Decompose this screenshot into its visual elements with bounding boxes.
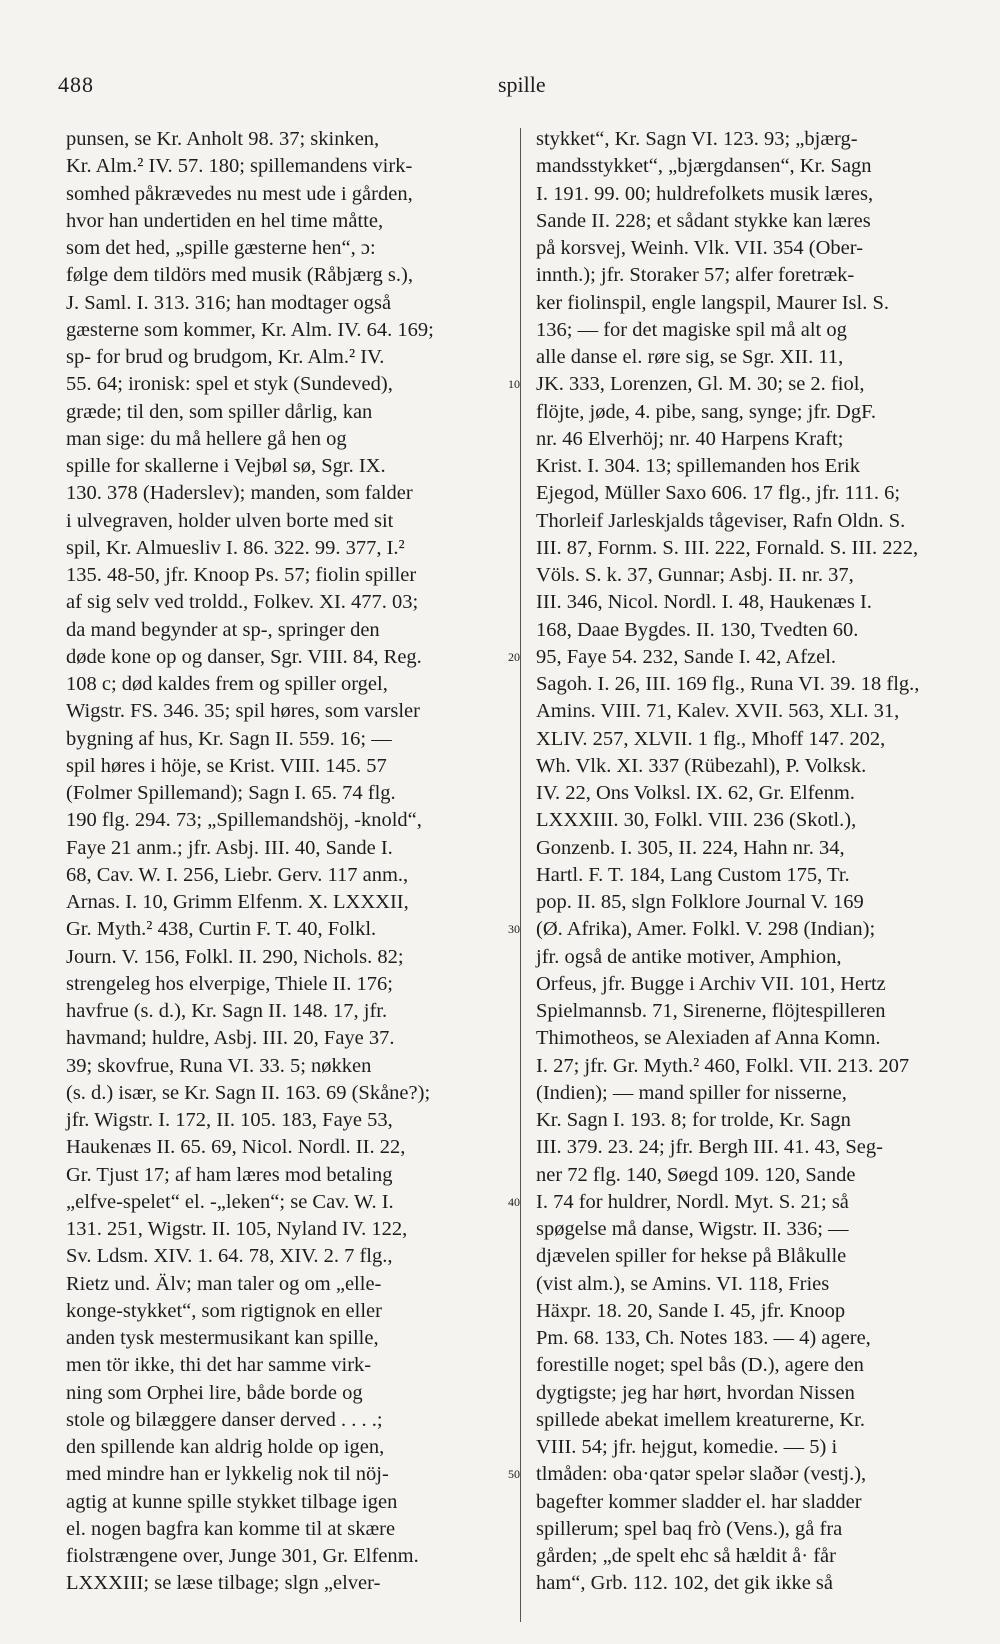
right-column-line: stykket“, Kr. Sagn VI. 123. 93; „bjærg-	[536, 128, 858, 150]
right-column-line: djævelen spiller for hekse på Blåkulle	[536, 1245, 847, 1268]
left-column-line: jfr. Wigstr. I. 172, II. 105. 183, Faye 53,	[66, 1109, 393, 1131]
right-column-line: 136; — for det magiske spil må alt og	[536, 318, 847, 341]
left-column-line: „elfve-spelet“ el. -„leken“; se Cav. W. I.	[66, 1190, 394, 1213]
margin-line-number: 10	[508, 377, 520, 392]
right-column-line: (vist alm.), se Amins. VI. 118, Fries	[536, 1272, 830, 1295]
right-column-line: spøgelse må danse, Wigstr. II. 336; —	[536, 1218, 849, 1240]
right-column-line: dygtigste; jeg har hørt, hvordan Nissen	[536, 1381, 855, 1404]
right-column	[536, 126, 969, 1598]
left-column-line: J. Saml. I. 313. 316; han modtager også	[66, 291, 392, 314]
left-column-line: spille for skallerne i Vejbøl sø, Sgr. IX.	[66, 455, 386, 477]
right-column-line: Sande II. 228; et sådant stykke kan læres	[536, 209, 871, 232]
right-column-line: I. 74 for huldrer, Nordl. Myt. S. 21; så	[536, 1190, 849, 1213]
left-column-line: Faye 21 anm.; jfr. Asbj. III. 40, Sande I.	[66, 836, 393, 859]
right-column-line: ner 72 flg. 140, Søegd 109. 120, Sande	[536, 1163, 856, 1186]
left-column-line: 135. 48-50, jfr. Knoop Ps. 57; fiolin spiller	[66, 564, 417, 586]
right-column-line: Völs. S. k. 37, Gunnar; Asbj. II. nr. 37,	[536, 564, 854, 586]
left-column-line: konge-stykket“, som rigtignok en eller	[66, 1299, 382, 1322]
running-head: spille	[498, 72, 546, 97]
right-column-line: forestille noget; spel bås (D.), agere den	[536, 1354, 864, 1377]
left-column-line: Wigstr. FS. 346. 35; spil høres, som varsler	[66, 700, 420, 723]
right-column-line: alle danse el. røre sig, se Sgr. XII. 11,	[536, 346, 844, 368]
left-column-line: spil høres i höje, se Krist. VIII. 145. 57	[66, 754, 387, 777]
left-column-line: den spillende kan aldrig holde op igen,	[66, 1436, 385, 1458]
left-column-line: som det hed, „spille gæsterne hen“, ɔ:	[66, 237, 376, 259]
right-column-line: III. 87, Fornm. S. III. 222, Fornald. S. III. 222,	[536, 536, 919, 559]
left-column-line: Haukenæs II. 65. 69, Nicol. Nordl. II. 22,	[66, 1136, 406, 1159]
left-column-line: Kr. Alm.² IV. 57. 180; spillemandens virk-	[66, 155, 413, 178]
margin-line-number: 50	[508, 1467, 520, 1482]
left-column-line: men tör ikke, thi det har samme virk-	[66, 1354, 372, 1377]
left-column-line: med mindre han er lykkelig nok til nöj-	[66, 1463, 389, 1486]
right-column-line: nr. 46 Elverhöj; nr. 40 Harpens Kraft;	[536, 427, 844, 450]
right-column-line: Pm. 68. 133, Ch. Notes 183. — 4) agere,	[536, 1327, 871, 1349]
column-divider	[520, 128, 521, 1622]
right-column-line: gården; „de spelt ehc så hældit å· får	[536, 1545, 836, 1567]
left-column-line: følge dem tildörs med musik (Råbjærg s.),	[66, 264, 413, 287]
right-column-line: Krist. I. 304. 13; spillemanden hos Erik	[536, 455, 860, 477]
right-column-line: spillede abekat imellem kreaturerne, Kr.	[536, 1408, 866, 1431]
left-column-line: 55. 64; ironisk: spel et styk (Sundeved),	[66, 373, 393, 396]
right-column-line: Orfeus, jfr. Bugge i Archiv VII. 101, Hertz	[536, 972, 886, 995]
left-column-line: 190 flg. 294. 73; „Spillemandshöj, -knold“,	[66, 809, 422, 832]
left-column-line: havmand; huldre, Asbj. III. 20, Faye 37.	[66, 1027, 395, 1050]
right-column-line: flöjte, jøde, 4. pibe, sang, synge; jfr. DgF.	[536, 400, 876, 423]
left-column-line: af sig selv ved troldd., Folkev. XI. 477. 03;	[66, 591, 419, 614]
left-column-line: græde; til den, som spiller dårlig, kan	[66, 400, 373, 423]
left-column-line: (s. d.) især, se Kr. Sagn II. 163. 69 (Skåne?);	[66, 1081, 431, 1104]
left-column-line: LXXXIII; se læse tilbage; slgn „elver-	[66, 1572, 381, 1595]
left-column-line: somhed påkrævedes nu mest ude i gården,	[66, 182, 413, 205]
left-column-line: spil, Kr. Almuesliv I. 86. 322. 99. 377, I.²	[66, 536, 405, 559]
right-column-line: III. 346, Nicol. Nordl. I. 48, Haukenæs I.	[536, 591, 872, 614]
right-column-line: I. 191. 99. 00; huldrefolkets musik læres,	[536, 182, 874, 205]
left-column	[66, 126, 508, 1598]
left-column-line: hvor han undertiden en hel time måtte,	[66, 209, 384, 232]
left-column-line: Rietz und. Älv; man taler og om „elle-	[66, 1272, 382, 1295]
right-column-line: pop. II. 85, slgn Folklore Journal V. 169	[536, 891, 864, 913]
right-column-line: IV. 22, Ons Volksl. IX. 62, Gr. Elfenm.	[536, 782, 855, 804]
right-column-line: spillerum; spel baq frò (Vens.), gå fra	[536, 1517, 843, 1540]
right-column-line: Spielmannsb. 71, Sirenerne, flöjtespilleren	[536, 1000, 886, 1022]
left-column-line: agtig at kunne spille stykket tilbage igen	[66, 1490, 398, 1513]
right-column-line: 168, Daae Bygdes. II. 130, Tvedten 60.	[536, 618, 859, 641]
right-column-line: Häxpr. 18. 20, Sande I. 45, jfr. Knoop	[536, 1299, 846, 1322]
margin-line-number: 20	[508, 649, 520, 664]
right-column-line: innth.); jfr. Storaker 57; alfer foretræk-	[536, 264, 855, 287]
page-header	[0, 72, 1000, 108]
left-column-line: fiolstrængene over, Junge 301, Gr. Elfenm.	[66, 1545, 419, 1567]
right-column-line: Thimotheos, se Alexiaden af Anna Komn.	[536, 1027, 881, 1050]
left-column-line: 131. 251, Wigstr. II. 105, Nyland IV. 122,	[66, 1218, 408, 1240]
right-column-line: på korsvej, Weinh. Vlk. VII. 354 (Ober-	[536, 237, 864, 259]
right-column-line: III. 379. 23. 24; jfr. Bergh III. 41. 43, Seg-	[536, 1136, 883, 1159]
left-column-line: 68, Cav. W. I. 256, Liebr. Gerv. 117 anm.,	[66, 863, 409, 886]
left-column-line: i ulvegraven, holder ulven borte med sit	[66, 509, 394, 532]
right-column-line: mandsstykket“, „bjærgdansen“, Kr. Sagn	[536, 155, 872, 178]
right-column-line: jfr. også de antike motiver, Amphion,	[536, 945, 842, 968]
left-column-line: (Folmer Spillemand); Sagn I. 65. 74 flg.	[66, 782, 396, 804]
page-number: 488	[58, 72, 94, 97]
left-column-line: Arnas. I. 10, Grimm Elfenm. X. LXXXII,	[66, 891, 409, 913]
left-column-line: Journ. V. 156, Folkl. II. 290, Nichols. 82;	[66, 945, 404, 968]
right-column-line: XLIV. 257, XLVII. 1 flg., Mhoff 147. 202,	[536, 727, 886, 750]
right-column-line: JK. 333, Lorenzen, Gl. M. 30; se 2. fiol,	[536, 373, 865, 396]
right-column-line: tlmåden: oba·qatər spelər slaðər (vestj.),	[536, 1463, 867, 1486]
left-column-line: anden tysk mestermusikant kan spille,	[66, 1327, 379, 1349]
right-column-line: Wh. Vlk. XI. 337 (Rübezahl), P. Volksk.	[536, 754, 867, 777]
left-column-line: ning som Orphei lire, både borde og	[66, 1381, 363, 1404]
left-column-line: Gr. Myth.² 438, Curtin F. T. 40, Folkl.	[66, 918, 377, 941]
left-column-line: 108 c; død kaldes frem og spiller orgel,	[66, 673, 388, 695]
left-column-line: havfrue (s. d.), Kr. Sagn II. 148. 17, jfr.	[66, 1000, 388, 1022]
right-column-line: LXXXIII. 30, Folkl. VIII. 236 (Skotl.),	[536, 809, 857, 832]
left-column-line: Gr. Tjust 17; af ham læres mod betaling	[66, 1163, 393, 1186]
left-column-line: da mand begynder at sp-, springer den	[66, 618, 380, 641]
right-column-line: Thorleif Jarleskjalds tågeviser, Rafn Oldn. S.	[536, 509, 906, 532]
left-column-line: punsen, se Kr. Anholt 98. 37; skinken,	[66, 128, 380, 150]
right-column-line: VIII. 54; jfr. hejgut, komedie. — 5) i	[536, 1436, 838, 1458]
right-column-line: 95, Faye 54. 232, Sande I. 42, Afzel.	[536, 645, 837, 668]
left-column-line: stole og bilæggere danser derved . . . .;	[66, 1408, 383, 1431]
right-column-line: Amins. VIII. 71, Kalev. XVII. 563, XLI. 31,	[536, 700, 900, 723]
left-column-line: bygning af hus, Kr. Sagn II. 559. 16; —	[66, 727, 392, 750]
right-column-line: (Indien); — mand spiller for nisserne,	[536, 1081, 847, 1104]
left-column-line: 39; skovfrue, Runa VI. 33. 5; nøkken	[66, 1054, 372, 1077]
right-column-line: (Ø. Afrika), Amer. Folkl. V. 298 (Indian);	[536, 918, 876, 941]
left-column-line: døde kone op og danser, Sgr. VIII. 84, Reg.	[66, 645, 422, 668]
right-column-line: Sagoh. I. 26, III. 169 flg., Runa VI. 39. 18 flg.,	[536, 673, 920, 695]
right-column-line: bagefter kommer sladder el. har sladder	[536, 1490, 862, 1513]
left-column-line: strengeleg hos elverpige, Thiele II. 176;	[66, 972, 393, 995]
margin-line-number: 40	[508, 1194, 520, 1209]
right-column-line: ham“, Grb. 112. 102, det gik ikke så	[536, 1572, 833, 1595]
left-column-line: man sige: du må hellere gå hen og	[66, 427, 347, 450]
right-column-line: Kr. Sagn I. 193. 8; for trolde, Kr. Sagn	[536, 1109, 851, 1131]
left-column-line: 130. 378 (Haderslev); manden, som falder	[66, 482, 413, 505]
left-column-line: Sv. Ldsm. XIV. 1. 64. 78, XIV. 2. 7 flg.,	[66, 1245, 393, 1268]
margin-line-number: 30	[508, 922, 520, 937]
right-column-line: Hartl. F. T. 184, Lang Custom 175, Tr.	[536, 863, 850, 886]
right-column-line: ker fiolinspil, engle langspil, Maurer Isl. S.	[536, 291, 889, 314]
right-column-line: I. 27; jfr. Gr. Myth.² 460, Folkl. VII. 213. 207	[536, 1054, 910, 1077]
left-column-line: sp- for brud og brudgom, Kr. Alm.² IV.	[66, 346, 385, 368]
right-column-line: Gonzenb. I. 305, II. 224, Hahn nr. 34,	[536, 836, 845, 859]
left-column-line: gæsterne som kommer, Kr. Alm. IV. 64. 169;	[66, 318, 434, 341]
left-column-line: el. nogen bagfra kan komme til at skære	[66, 1517, 396, 1540]
right-column-line: Ejegod, Müller Saxo 606. 17 flg., jfr. 111. 6;	[536, 482, 901, 505]
